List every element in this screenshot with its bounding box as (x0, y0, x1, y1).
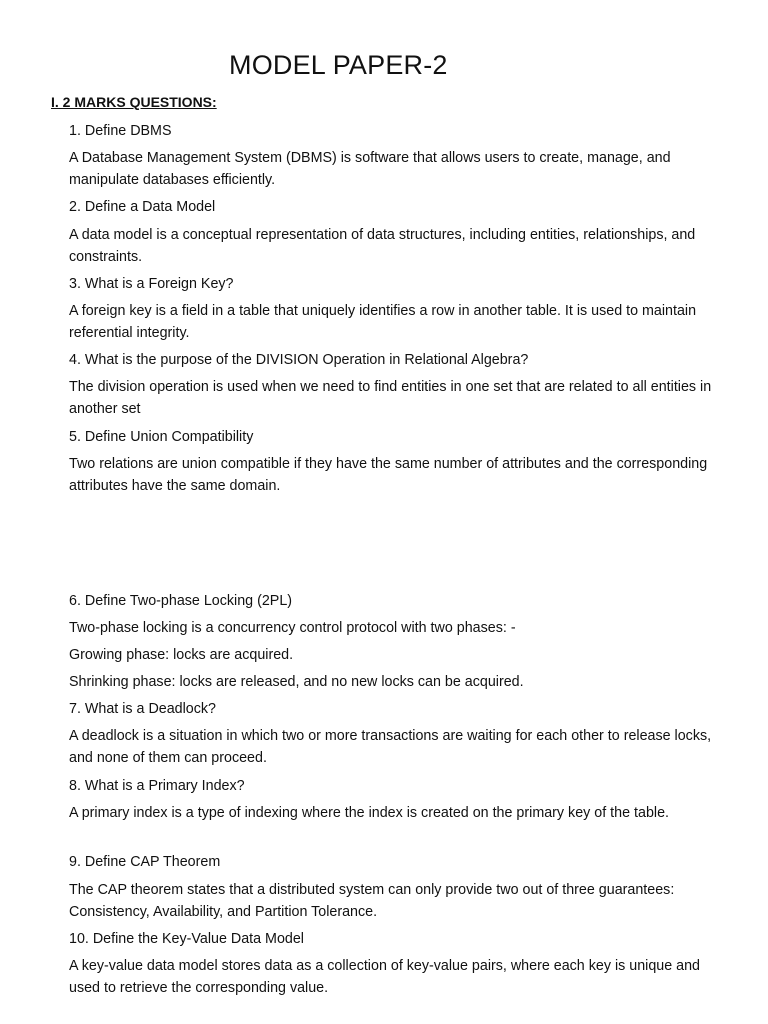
question-4: 4. What is the purpose of the DIVISION Operation in Relational Algebra? (69, 352, 529, 368)
question-5: 5. Define Union Compatibility (69, 429, 254, 445)
question-1: 1. Define DBMS (69, 123, 172, 139)
answer-9: The CAP theorem states that a distributed system can only provide two out of three guarantees: Consistency, Availability, and Partition Tolerance. (69, 882, 675, 920)
question-8: 8. What is a Primary Index? (69, 778, 245, 794)
question-7: 7. What is a Deadlock? (69, 701, 217, 717)
answer-6-line-2: Growing phase: locks are acquired. (69, 647, 294, 663)
answer-3: A foreign key is a field in a table that uniquely identifies a row in another table. It is used to maintain referential integrity. (69, 303, 697, 341)
question-3: 3. What is a Foreign Key? (69, 276, 234, 292)
answer-7: A deadlock is a situation in which two or more transactions are waiting for each other to release locks, and none of them can proceed. (69, 728, 712, 766)
question-6: 6. Define Two-phase Locking (2PL) (69, 593, 293, 609)
answer-4: The division operation is used when we need to find entities in one set that are related to all entities in another set (69, 379, 712, 417)
answer-6-line-3: Shrinking phase: locks are released, and no new locks can be acquired. (69, 674, 524, 690)
page-title: MODEL PAPER-2 (229, 50, 448, 80)
answer-6-line-1: Two-phase locking is a concurrency control protocol with two phases: - (69, 620, 516, 636)
answer-1: A Database Management System (DBMS) is software that allows users to create, manage, and manipulate databases efficiently. (69, 150, 671, 188)
answer-8: A primary index is a type of indexing where the index is created on the primary key of the table. (69, 805, 669, 821)
question-10: 10. Define the Key-Value Data Model (69, 931, 304, 947)
answer-10: A key-value data model stores data as a collection of key-value pairs, where each key is unique and used to retrieve the corresponding value. (69, 958, 701, 996)
answer-5: Two relations are union compatible if they have the same number of attributes and the corresponding attributes have the same domain. (69, 456, 708, 494)
question-2: 2. Define a Data Model (69, 199, 216, 215)
section-heading: I. 2 MARKS QUESTIONS: (51, 94, 217, 110)
answer-2: A data model is a conceptual representation of data structures, including entities, relationships, and constraints. (69, 227, 696, 265)
question-9: 9. Define CAP Theorem (69, 854, 221, 870)
